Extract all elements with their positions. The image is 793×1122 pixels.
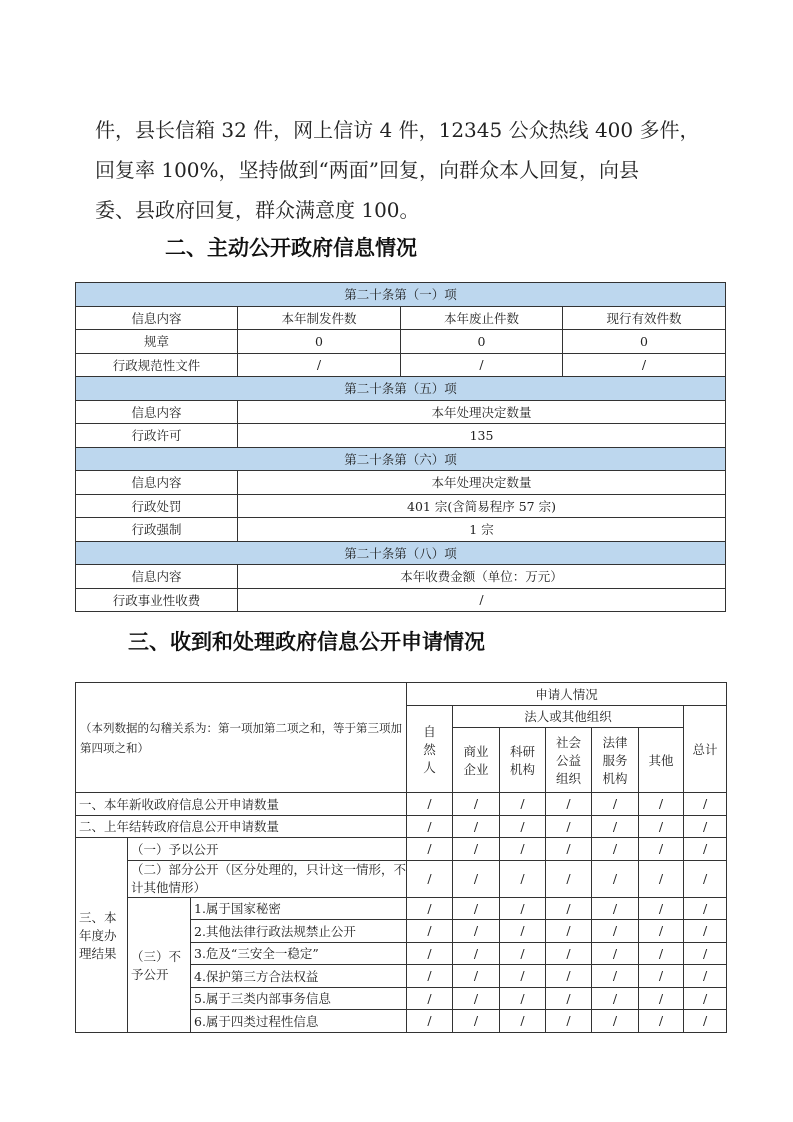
applicant-header: 申请人情况 <box>407 683 727 706</box>
cell: / <box>546 987 592 1010</box>
row-label: 6.属于四类过程性信息 <box>191 1010 407 1033</box>
table-row <box>76 588 726 612</box>
row-label: 规章 <box>76 330 238 354</box>
col-header: 商业企业 <box>453 728 500 793</box>
col-header: 其他 <box>639 728 684 793</box>
table-row <box>76 793 727 816</box>
row-label: 1.属于国家秘密 <box>191 897 407 920</box>
cell: / <box>453 920 500 943</box>
cell: / <box>407 793 453 816</box>
col-header: 本年废止件数 <box>401 306 563 330</box>
row-label: 3.危及“三安全一稳定” <box>191 942 407 965</box>
section2-heading: 二、主动公开政府信息情况 <box>165 236 417 260</box>
subgroup-label: （三）不予公开 <box>128 897 191 1032</box>
cell: 0 <box>563 330 726 354</box>
cell: / <box>639 838 684 861</box>
paragraph-line: 委、县政府回复，群众满意度 100。 <box>95 198 420 222</box>
col-header: 法律服务机构 <box>592 728 639 793</box>
row-label: 二、上年结转政府信息公开申请数量 <box>76 815 407 838</box>
cell: / <box>500 860 546 897</box>
cell: / <box>592 1010 639 1033</box>
cell: / <box>592 838 639 861</box>
section-header: 第二十条第（六）项 <box>76 447 726 471</box>
cell: / <box>500 987 546 1010</box>
cell: / <box>592 897 639 920</box>
cell: / <box>546 942 592 965</box>
paragraph-line: 件，县长信箱 32 件，网上信访 4 件，12345 公众热线 400 多件， <box>95 118 700 142</box>
cell: / <box>546 920 592 943</box>
col-header: 信息内容 <box>76 471 238 495</box>
table-row <box>76 860 727 897</box>
cell: / <box>238 588 726 612</box>
section-header: 第二十条第（八）项 <box>76 541 726 565</box>
table-row <box>76 353 726 377</box>
col-header: 本年收费金额（单位：万元） <box>238 565 726 589</box>
table-row <box>76 494 726 518</box>
legal-org-header: 法人或其他组织 <box>453 705 684 728</box>
table-row <box>76 518 726 542</box>
cell: / <box>500 1010 546 1033</box>
cell: / <box>453 897 500 920</box>
row-label: 2.其他法律行政法规禁止公开 <box>191 920 407 943</box>
cell: / <box>407 897 453 920</box>
section-header: 第二十条第（一）项 <box>76 283 726 307</box>
col-header: 信息内容 <box>76 400 238 424</box>
cell: / <box>684 942 727 965</box>
checksum-note: （本列数据的勾稽关系为：第一项加第二项之和，等于第三项加第四项之和） <box>76 683 407 793</box>
paragraph-line: 回复率 100%，坚持做到“两面”回复，向群众本人回复，向县 <box>95 158 639 182</box>
cell: / <box>546 1010 592 1033</box>
cell: / <box>453 815 500 838</box>
cell: / <box>684 965 727 988</box>
cell: / <box>453 793 500 816</box>
cell: / <box>453 1010 500 1033</box>
table-row <box>76 330 726 354</box>
row-label: 行政强制 <box>76 518 238 542</box>
cell: / <box>407 838 453 861</box>
cell: / <box>407 920 453 943</box>
cell: 401 宗(含简易程序 57 宗) <box>238 494 726 518</box>
cell: / <box>453 987 500 1010</box>
cell: 0 <box>401 330 563 354</box>
cell: / <box>684 793 727 816</box>
cell: / <box>563 353 726 377</box>
row-label: 行政许可 <box>76 424 238 448</box>
cell: / <box>684 987 727 1010</box>
cell: / <box>407 815 453 838</box>
cell: / <box>639 793 684 816</box>
cell: / <box>639 860 684 897</box>
row-label: （二）部分公开（区分处理的，只计这一情形，不计其他情形） <box>128 860 407 897</box>
group-label: 三、本年度办理结果 <box>76 838 128 1033</box>
total-header: 总计 <box>684 705 727 793</box>
cell: / <box>500 920 546 943</box>
cell: / <box>546 793 592 816</box>
cell: / <box>684 1010 727 1033</box>
row-label: 行政处罚 <box>76 494 238 518</box>
table-row <box>76 424 726 448</box>
cell: / <box>546 965 592 988</box>
cell: / <box>407 1010 453 1033</box>
section3-heading: 三、收到和处理政府信息公开申请情况 <box>128 630 485 654</box>
cell: / <box>407 987 453 1010</box>
row-label: 一、本年新收政府信息公开申请数量 <box>76 793 407 816</box>
cell: / <box>453 942 500 965</box>
cell: / <box>592 965 639 988</box>
cell: / <box>546 860 592 897</box>
row-label: 4.保护第三方合法权益 <box>191 965 407 988</box>
cell: 1 宗 <box>238 518 726 542</box>
cell: / <box>453 860 500 897</box>
col-header: 社会公益组织 <box>546 728 592 793</box>
cell: / <box>407 965 453 988</box>
cell: / <box>500 815 546 838</box>
cell: / <box>639 987 684 1010</box>
cell: / <box>592 987 639 1010</box>
cell: / <box>500 897 546 920</box>
proactive-disclosure-table <box>75 282 726 612</box>
cell: / <box>401 353 563 377</box>
cell: / <box>639 920 684 943</box>
col-header: 现行有效件数 <box>563 306 726 330</box>
col-header: 科研机构 <box>500 728 546 793</box>
cell: / <box>546 838 592 861</box>
cell: / <box>684 838 727 861</box>
cell: / <box>684 815 727 838</box>
cell: / <box>684 860 727 897</box>
cell: / <box>453 838 500 861</box>
natural-person-header: 自然人 <box>407 705 453 793</box>
row-label: 5.属于三类内部事务信息 <box>191 987 407 1010</box>
row-label: （一）予以公开 <box>128 838 407 861</box>
col-header: 信息内容 <box>76 565 238 589</box>
col-header: 本年处理决定数量 <box>238 400 726 424</box>
cell: / <box>500 965 546 988</box>
cell: / <box>684 897 727 920</box>
body-paragraph <box>95 110 715 230</box>
cell: 135 <box>238 424 726 448</box>
cell: / <box>546 897 592 920</box>
cell: / <box>407 942 453 965</box>
table-row <box>76 897 727 920</box>
col-header: 信息内容 <box>76 306 238 330</box>
cell: / <box>592 860 639 897</box>
cell: / <box>453 965 500 988</box>
cell: / <box>500 838 546 861</box>
cell: / <box>238 353 401 377</box>
cell: / <box>639 815 684 838</box>
cell: / <box>500 942 546 965</box>
cell: / <box>592 815 639 838</box>
cell: / <box>592 793 639 816</box>
section-header: 第二十条第（五）项 <box>76 377 726 401</box>
table-row <box>76 815 727 838</box>
cell: / <box>500 793 546 816</box>
cell: / <box>639 965 684 988</box>
col-header: 本年制发件数 <box>238 306 401 330</box>
cell: / <box>407 860 453 897</box>
cell: / <box>639 897 684 920</box>
cell: / <box>592 942 639 965</box>
row-label: 行政规范性文件 <box>76 353 238 377</box>
cell: / <box>546 815 592 838</box>
cell: / <box>639 1010 684 1033</box>
row-label: 行政事业性收费 <box>76 588 238 612</box>
application-table <box>75 682 727 1033</box>
table-row <box>76 838 727 861</box>
cell: / <box>592 920 639 943</box>
cell: / <box>684 920 727 943</box>
cell: 0 <box>238 330 401 354</box>
col-header: 本年处理决定数量 <box>238 471 726 495</box>
cell: / <box>639 942 684 965</box>
